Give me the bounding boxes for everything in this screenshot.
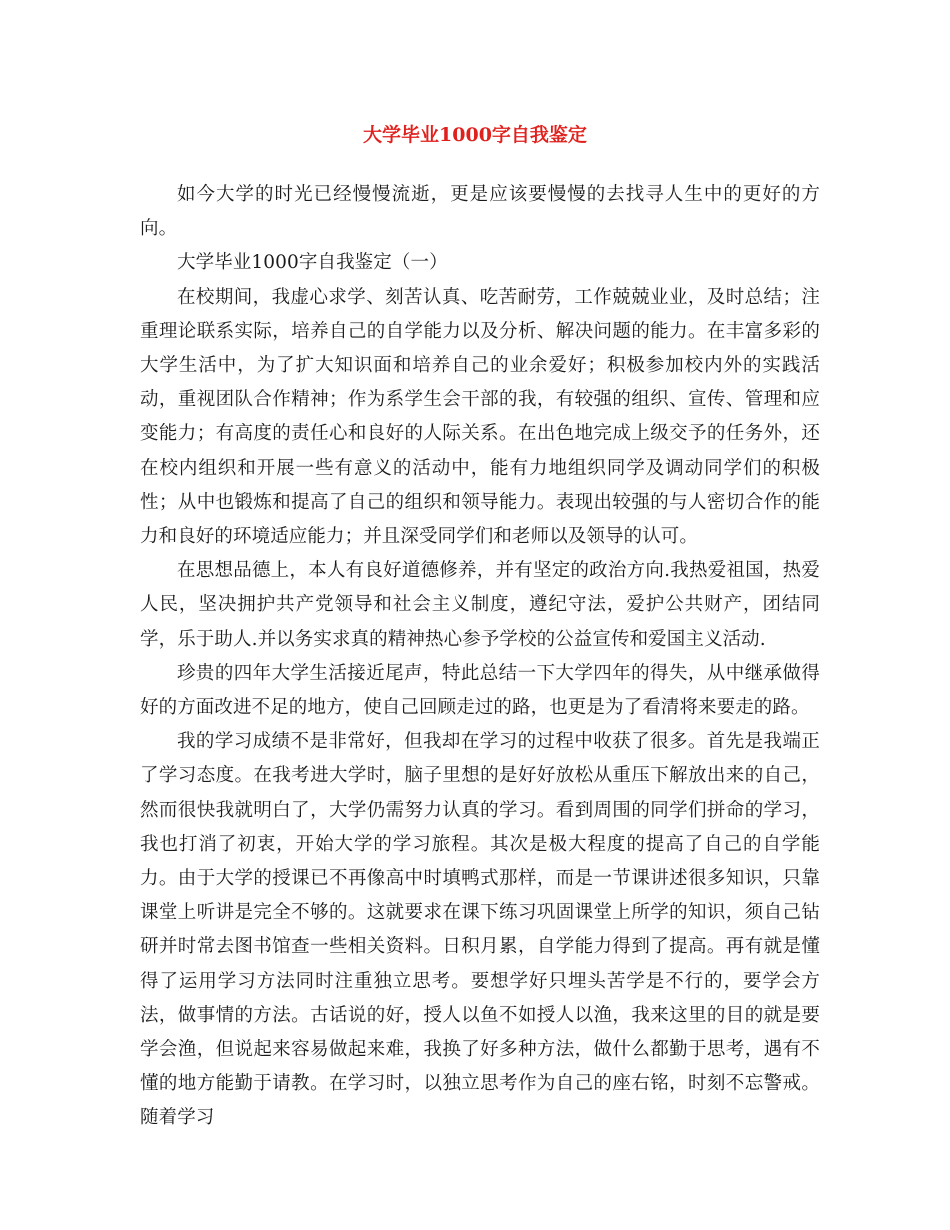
paragraph-moral-character: 在思想品德上，本人有良好道德修养，并有坚定的政治方向.我热爱祖国，热爱人民，坚决拥护共产党领导和社会主义制度，遵纪守法，爱护公共财产，团结同学，乐于助人.并以务实求真的精神热心参予学校的公益宣传和爱国主义活动. xyxy=(140,560,820,650)
document-title: 大学毕业1000字自我鉴定 xyxy=(363,124,587,146)
paragraph-study: 我的学习成绩不是非常好，但我却在学习的过程中收获了很多。首先是我端正了学习态度。在我考进大学时，脑子里想的是好好放松从重压下解放出来的自己，然而很快我就明白了，大学仍需努力认真的学习。看到周围的同学们拼命的学习，我也打消了初衷，开始大学的学习旅程。其次是极大程度的提高了自己的自学能力。由于大学的授课已不再像高中时填鸭式那样，而是一节课讲述很多知识，只靠课堂上听讲是完全不够的。这就要求在课下练习巩固课堂上所学的知识，须自己钻研并时常去图书馆查一些相关资料。日积月累，自学能力得到了提高。再有就是懂得了运用学习方法同时注重独立思考。要想学好只埋头苦学是不行的，要学会方法，做事情的方法。古话说的好，授人以鱼不如授人以渔，我来这里的目的就是要学会渔，但说起来容易做起来难，我换了好多种方法，做什么都勤于思考，遇有不懂的地方能勤于请教。在学习时，以独立思考作为自己的座右铭，时刻不忘警戒。随着学习 xyxy=(140,731,820,1129)
document-body xyxy=(140,178,820,1136)
intro-paragraph: 如今大学的时光已经慢慢流逝，更是应该要慢慢的去找寻人生中的更好的方向。 xyxy=(140,184,820,240)
paragraph-school-period: 在校期间，我虚心求学、刻苦认真、吃苦耐劳，工作兢兢业业，及时总结；注重理论联系实际，培养自己的自学能力以及分析、解决问题的能力。在丰富多彩的大学生活中，为了扩大知识面和培养自己的业余爱好；积极参加校内外的实践活动，重视团队合作精神；作为系学生会干部的我，有较强的组织、宣传、管理和应变能力；有高度的责任心和良好的人际关系。在出色地完成上级交予的任务外，还在校内组织和开展一些有意义的活动中，能有力地组织同学及调动同学们的积极性；从中也锻炼和提高了自己的组织和领导能力。表现出较强的与人密切合作的能力和良好的环境适应能力；并且深受同学们和老师以及领导的认可。 xyxy=(140,286,820,548)
section-heading: 大学毕业1000字自我鉴定（一） xyxy=(177,252,448,274)
paragraph-summary: 珍贵的四年大学生活接近尾声，特此总结一下大学四年的得失，从中继承做得好的方面改进不足的地方，使自己回顾走过的路，也更是为了看清将来要走的路。 xyxy=(140,662,820,719)
